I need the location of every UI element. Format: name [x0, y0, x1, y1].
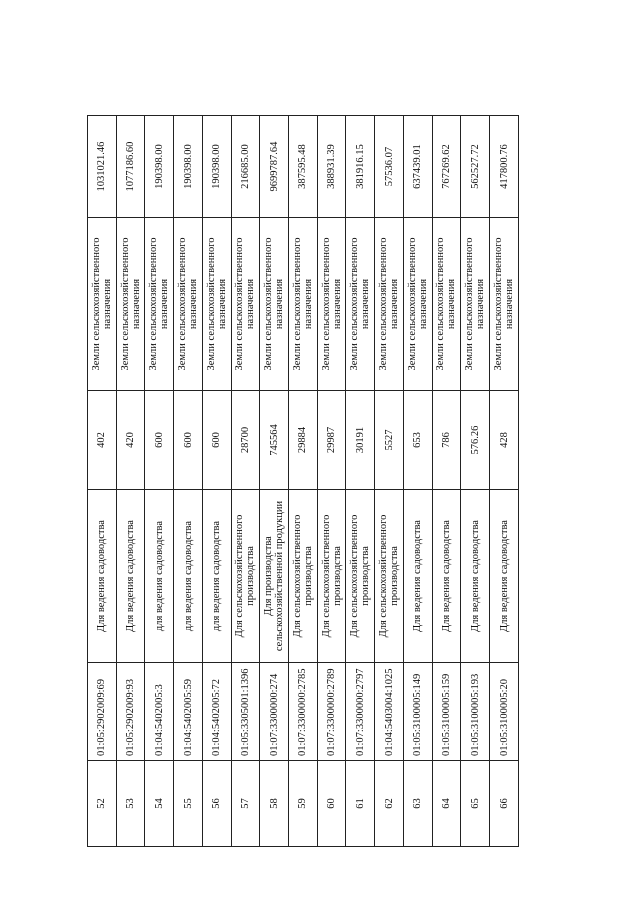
- plot-area-cell: 28700: [231, 391, 260, 490]
- row-number-cell: 53: [116, 761, 145, 847]
- land-category-cell: Земли сельскохозяйственного назначения: [432, 218, 461, 391]
- land-category-cell: Земли сельскохозяйственного назначения: [375, 218, 404, 391]
- rotated-page: [87, 116, 519, 847]
- plot-area-cell: 29884: [289, 391, 318, 490]
- permitted-use-cell: Для сельскохозяйственного производства: [289, 490, 318, 663]
- land-category-cell: Земли сельскохозяйственного назначения: [490, 218, 519, 391]
- cadastral-value-cell: 1077186.60: [116, 116, 145, 218]
- cadastral-value-cell: 1031021.46: [88, 116, 117, 218]
- plot-area-cell: 420: [116, 391, 145, 490]
- row-number-cell: 66: [490, 761, 519, 847]
- row-number-cell: 58: [260, 761, 289, 847]
- table-row: [461, 116, 490, 847]
- land-plot-sheet: [87, 116, 519, 847]
- table-row: [346, 116, 375, 847]
- land-category-cell: Земли сельскохозяйственного назначения: [260, 218, 289, 391]
- land-category-cell: Земли сельскохозяйственного назначения: [346, 218, 375, 391]
- land-category-cell: Земли сельскохозяйственного назначения: [116, 218, 145, 391]
- table-row: [116, 116, 145, 847]
- row-number-cell: 64: [432, 761, 461, 847]
- plot-area-cell: 600: [145, 391, 174, 490]
- row-number-cell: 60: [317, 761, 346, 847]
- cadastral-number-cell: 01:05:2902009:93: [116, 663, 145, 761]
- table-row: [375, 116, 404, 847]
- plot-area-cell: 600: [174, 391, 203, 490]
- table-row: [403, 116, 432, 847]
- row-number-cell: 59: [289, 761, 318, 847]
- permitted-use-cell: Для ведения садоводства: [403, 490, 432, 663]
- plot-area-cell: 29987: [317, 391, 346, 490]
- permitted-use-cell: Для ведения садоводства: [432, 490, 461, 663]
- table-row: [432, 116, 461, 847]
- table-row: [145, 116, 174, 847]
- plot-area-cell: 402: [88, 391, 117, 490]
- row-number-cell: 52: [88, 761, 117, 847]
- permitted-use-cell: для ведения садоводства: [145, 490, 174, 663]
- cadastral-number-cell: 01:04:5402005:72: [202, 663, 231, 761]
- land-category-cell: Земли сельскохозяйственного назначения: [461, 218, 490, 391]
- cadastral-value-cell: 417800.76: [490, 116, 519, 218]
- permitted-use-cell: Для сельскохозяйственного производства: [231, 490, 260, 663]
- table-body: [88, 116, 519, 847]
- cadastral-value-cell: 387595.48: [289, 116, 318, 218]
- cadastral-number-cell: 01:05:3100005:149: [403, 663, 432, 761]
- land-category-cell: Земли сельскохозяйственного назначения: [317, 218, 346, 391]
- cadastral-number-cell: 01:04:5402005:3: [145, 663, 174, 761]
- cadastral-value-cell: 388931.39: [317, 116, 346, 218]
- plot-area-cell: 428: [490, 391, 519, 490]
- permitted-use-cell: для ведения садоводства: [174, 490, 203, 663]
- cadastral-number-cell: 01:04:5403004:1025: [375, 663, 404, 761]
- row-number-cell: 54: [145, 761, 174, 847]
- cadastral-value-cell: 637439.01: [403, 116, 432, 218]
- cadastral-value-cell: 190398.00: [202, 116, 231, 218]
- table-row: [490, 116, 519, 847]
- row-number-cell: 65: [461, 761, 490, 847]
- permitted-use-cell: Для ведения садоводства: [116, 490, 145, 663]
- permitted-use-cell: Для производства сельскохозяйственной продукции: [260, 490, 289, 663]
- permitted-use-cell: Для ведения садоводства: [88, 490, 117, 663]
- cadastral-number-cell: 01:05:3100005:159: [432, 663, 461, 761]
- permitted-use-cell: Для сельскохозяйственного производства: [317, 490, 346, 663]
- cadastral-number-cell: 01:07:3300000:2789: [317, 663, 346, 761]
- row-number-cell: 57: [231, 761, 260, 847]
- permitted-use-cell: Для ведения садоводства: [490, 490, 519, 663]
- land-category-cell: Земли сельскохозяйственного назначения: [231, 218, 260, 391]
- table-row: [317, 116, 346, 847]
- table-row: [88, 116, 117, 847]
- plot-area-cell: 576.26: [461, 391, 490, 490]
- row-number-cell: 55: [174, 761, 203, 847]
- land-plot-table: [87, 115, 519, 847]
- plot-area-cell: 745564: [260, 391, 289, 490]
- row-number-cell: 56: [202, 761, 231, 847]
- cadastral-value-cell: 216685.00: [231, 116, 260, 218]
- cadastral-number-cell: 01:04:5402005:59: [174, 663, 203, 761]
- row-number-cell: 63: [403, 761, 432, 847]
- permitted-use-cell: Для сельскохозяйственного производства: [375, 490, 404, 663]
- cadastral-value-cell: 562527.72: [461, 116, 490, 218]
- permitted-use-cell: Для ведения садоводства: [461, 490, 490, 663]
- cadastral-number-cell: 01:05:3305001:1396: [231, 663, 260, 761]
- table-row: [202, 116, 231, 847]
- table-row: [260, 116, 289, 847]
- cadastral-number-cell: 01:07:3300000:274: [260, 663, 289, 761]
- cadastral-value-cell: 190398.00: [145, 116, 174, 218]
- land-category-cell: Земли сельскохозяйственного назначения: [289, 218, 318, 391]
- cadastral-value-cell: 9699787.64: [260, 116, 289, 218]
- land-category-cell: Земли сельскохозяйственного назначения: [174, 218, 203, 391]
- plot-area-cell: 30191: [346, 391, 375, 490]
- land-category-cell: Земли сельскохозяйственного назначения: [145, 218, 174, 391]
- permitted-use-cell: Для сельскохозяйственного производства: [346, 490, 375, 663]
- table-row: [174, 116, 203, 847]
- plot-area-cell: 786: [432, 391, 461, 490]
- plot-area-cell: 653: [403, 391, 432, 490]
- cadastral-value-cell: 381916.15: [346, 116, 375, 218]
- land-category-cell: Земли сельскохозяйственного назначения: [88, 218, 117, 391]
- permitted-use-cell: для ведения садоводства: [202, 490, 231, 663]
- land-category-cell: Земли сельскохозяйственного назначения: [202, 218, 231, 391]
- cadastral-number-cell: 01:07:3300000:2785: [289, 663, 318, 761]
- cadastral-number-cell: 01:07:3300000:2797: [346, 663, 375, 761]
- cadastral-number-cell: 01:05:2902009:69: [88, 663, 117, 761]
- plot-area-cell: 600: [202, 391, 231, 490]
- land-category-cell: Земли сельскохозяйственного назначения: [403, 218, 432, 391]
- row-number-cell: 62: [375, 761, 404, 847]
- row-number-cell: 61: [346, 761, 375, 847]
- cadastral-value-cell: 190398.00: [174, 116, 203, 218]
- cadastral-number-cell: 01:05:3100005:20: [490, 663, 519, 761]
- plot-area-cell: 5527: [375, 391, 404, 490]
- table-row: [289, 116, 318, 847]
- cadastral-value-cell: 57536.07: [375, 116, 404, 218]
- cadastral-number-cell: 01:05:3100005:193: [461, 663, 490, 761]
- cadastral-value-cell: 767269.62: [432, 116, 461, 218]
- table-row: [231, 116, 260, 847]
